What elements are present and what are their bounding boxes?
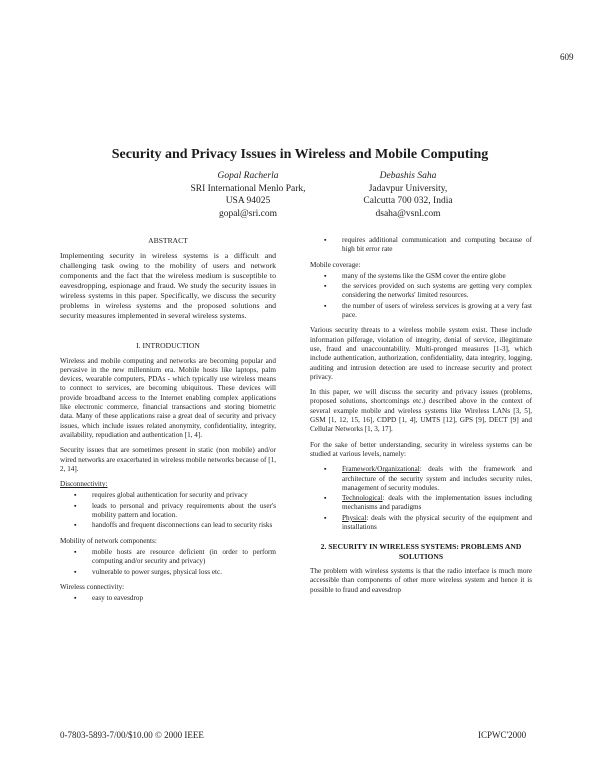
abstract-text: Implementing security in wireless systems is a difficult and challenging task owing to the mobility of users and network components and the fact that the wireless medium is susceptible to eavesdropping, espionage and fraud. We study the security issues in wireless systems in this paper. Specifically, we discuss the security problems in wireless systems and the proposed solutions and security measures implemented in several wireless systems.	[60, 251, 276, 321]
list-label: Wireless connectivity:	[60, 582, 125, 591]
level-term: Technological	[342, 494, 383, 503]
abstract-heading: ABSTRACT	[148, 236, 188, 245]
author-email: dsaha@vsnl.com	[375, 208, 441, 219]
intro-paragraph: Wireless and mobile computing and networks are becoming popular and pervasive in the new millennium era. Mobile hosts like laptops, palm devices, wearable computers, PDAs - which typically use wireless means to connect to services, are becoming ubiquitous. These devices will provide broadband access to the Internet enabling complex applications like electronic commerce, financial transactions and storing biometric data. Many of these applications raise a great deal of security and privacy issues, which include issues related anonymity, confidentiality, integrity, availability, repudiation and authentication [1, 4].	[60, 356, 276, 439]
section-heading: 2. SECURITY IN WIRELESS SYSTEMS: PROBLEMS AND SOLUTIONS	[320, 542, 522, 561]
bullet-list	[310, 272, 532, 320]
footer-conference: ICPWC'2000	[478, 730, 527, 740]
abstract-section	[60, 236, 276, 321]
list-item: ▪ requires global authentication for security and privacy	[92, 491, 276, 500]
level-term: Physical	[342, 513, 367, 522]
list-label: Mobility of network components:	[60, 536, 157, 545]
list-item: ▪ the services provided on such systems are getting very complex considering the networks' limited resources.	[342, 282, 532, 301]
levels-list	[310, 465, 532, 532]
author-affiliation: SRI International Menlo Park,	[190, 183, 306, 194]
author-block-2	[308, 170, 508, 220]
body-paragraph: Various security threats to a wireless mobile system exist. These include information pilferage, violation of integrity, denial of service, illegitimate use, fraud and unaccountability. Multi-pronged measures [1-3], which include authentication, authorization, confidentiality, data integrity, logging, auditing and intrusion detection are used to increase security and protect privacy.	[310, 326, 532, 381]
level-description: : deals with the physical security of the equipment and installations	[342, 513, 532, 532]
page-number: 609	[560, 52, 574, 62]
bullet-list	[310, 236, 532, 255]
list-item: ▪ mobile hosts are resource deficient (in order to perform computing and/or security and privacy)	[92, 548, 276, 567]
list-item	[342, 465, 532, 493]
intro-paragraph: Security issues that are sometimes present in static (non mobile) and/or wired networks are exacerbated in wireless mobile networks because of [1, 2, 14].	[60, 446, 276, 473]
list-item: ▪ many of the systems like the GSM cover the entire globe	[342, 272, 532, 281]
author-address: USA 94025	[225, 196, 271, 206]
author-address: Calcutta 700 032, India	[363, 196, 453, 206]
list-item: ▪ requires additional communication and computing because of high bit error rate	[342, 236, 532, 255]
body-paragraph: In this paper, we will discuss the security and privacy issues (problems, proposed solutions, shortcomings etc.) described above in the context of several example mobile and wireless systems like Wireless LANs [3, 5], GSM [1, 12, 15, 16], CDPD [1, 4], UMTS [12], GPS [9], DECT [9] and Cellular Networks [1, 3, 17].	[310, 388, 532, 434]
bullet-list	[60, 548, 276, 577]
list-label: Mobile coverage:	[310, 260, 361, 269]
intro-heading: I. INTRODUCTION	[136, 341, 200, 351]
paper-title: Security and Privacy Issues in Wireless and Mobile Computing	[111, 147, 489, 162]
body-paragraph: For the sake of better understanding, security in wireless systems can be studied at various levels, namely:	[310, 440, 532, 458]
level-term: Framework/Organizational	[342, 465, 420, 474]
list-item	[342, 514, 532, 533]
list-item	[342, 494, 532, 513]
list-item: ▪ easy to eavesdrop	[92, 594, 276, 603]
author-name: Gopal Racherla	[217, 171, 279, 181]
list-item: ▪ vulnerable to power surges, physical loss etc.	[92, 568, 276, 577]
bullet-list	[60, 491, 276, 530]
list-label: Disconnectivity:	[60, 480, 108, 489]
author-name: Debashis Saha	[379, 171, 437, 181]
level-description: : deals with the framework and architecture of the security system and includes security rules, management of security modules.	[342, 465, 532, 492]
author-email: gopal@sri.com	[218, 208, 278, 219]
right-column	[310, 236, 532, 601]
list-item: ▪ leads to personal and privacy requirements about the user's mobility pattern and location.	[92, 502, 276, 521]
list-item: ▪ the number of users of wireless services is growing at a very fast pace.	[342, 302, 532, 321]
list-item: ▪ handoffs and frequent disconnections can lead to security risks	[92, 521, 276, 530]
level-description: : deals with the implementation issues including mechanisms and paradigms	[342, 494, 532, 512]
bullet-list	[60, 594, 276, 603]
author-affiliation: Jadavpur University,	[368, 183, 448, 194]
left-column	[60, 236, 276, 609]
body-paragraph: The problem with wireless systems is that the radio interface is much more accessible than components of other more wireless system and hence it is possible to fraud and eavesdrop	[310, 566, 532, 594]
footer-copyright: 0-7803-5893-7/00/$10.00 © 2000 IEEE	[60, 730, 204, 740]
